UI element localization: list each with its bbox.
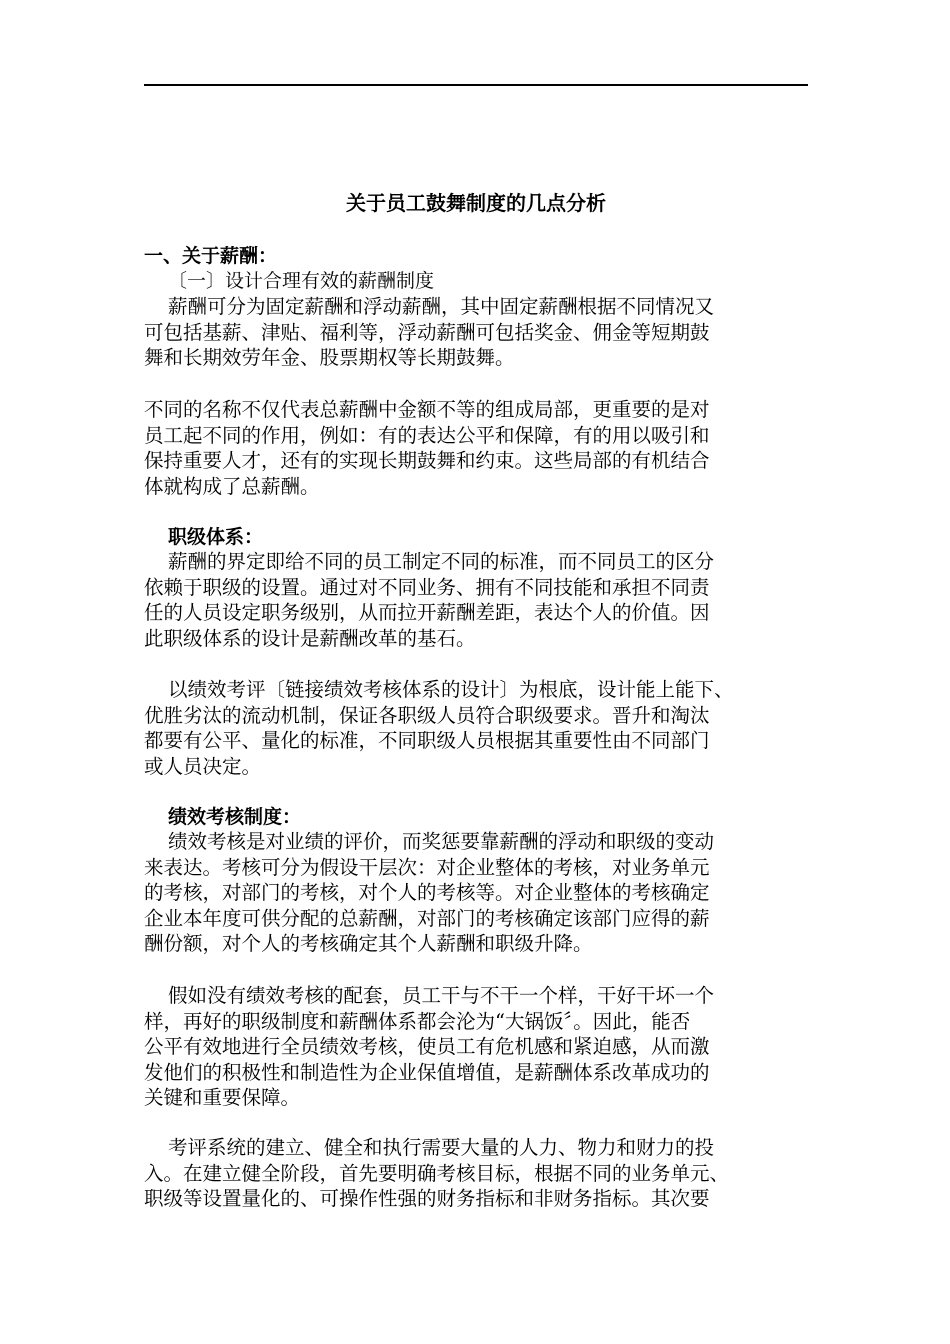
section-heading-performance: 绩效考核制度： (168, 806, 302, 828)
paragraph-line: 都要有公平、量化的标准，不同职级人员根据其重要性由不同部门 (144, 729, 710, 752)
paragraph-line: 或人员决定。 (144, 754, 262, 778)
paragraph-line: 假如没有绩效考核的配套，员工干与不干一个样，干好干坏一个 (168, 984, 715, 1007)
paragraph-line: 薪酬可分为固定薪酬和浮动薪酬，其中固定薪酬根据不同情况又 (168, 295, 715, 318)
section-heading-salary: 一、关于薪酬： (144, 245, 278, 267)
paragraph-line: 入。在建立健全阶段，首先要明确考核目标，根据不同的业务单元、 (144, 1161, 730, 1185)
paragraph-line: 薪酬的界定即给不同的员工制定不同的标准，而不同员工的区分 (168, 550, 715, 573)
paragraph-line: 员工起不同的作用，例如：有的表达公平和保障，有的用以吸引和 (144, 423, 710, 447)
paragraph-line: 依赖于职级的设置。通过对不同业务、拥有不同技能和承担不同责 (144, 575, 710, 599)
paragraph-line: 考评系统的建立、健全和执行需要大量的人力、物力和财力的投 (168, 1136, 715, 1159)
paragraph-rank-system (144, 549, 808, 651)
paragraph-line: 此职级体系的设计是薪酬改革的基石。 (144, 626, 476, 650)
paragraph-line: 发他们的积极性和制造性为企业保值增值，是薪酬体系改革成功的 (144, 1060, 710, 1084)
paragraph-salary-components (144, 397, 808, 499)
paragraph-line: 公平有效地进行全员绩效考核，使员工有危机感和紧迫感，从而激 (144, 1035, 710, 1058)
paragraph-line: 舞和长期效劳年金、股票期权等长期鼓舞。 (144, 346, 515, 369)
paragraph-line: 保持重要人才，还有的实现长期鼓舞和约束。这些局部的有机结合 (144, 449, 710, 472)
paragraph-line: 企业本年度可供分配的总薪酬，对部门的考核确定该部门应得的薪 (144, 906, 710, 930)
paragraph-evaluation-system (144, 1135, 808, 1212)
paragraph-line: 任的人员设定职务级别，从而拉开薪酬差距，表达个人的价值。因 (144, 601, 710, 624)
paragraph-line: 以绩效考评〔链接绩效考核体系的设计〕为根底，设计能上能下、 (168, 678, 734, 701)
paragraph-performance-importance (144, 983, 808, 1111)
paragraph-line: 优胜劣汰的流动机制，保证各职级人员符合职级要求。晋升和淘汰 (144, 703, 710, 727)
paragraph-line: 的考核，对部门的考核，对个人的考核等。对企业整体的考核确定 (144, 881, 710, 904)
header-rule (144, 84, 808, 86)
section-heading-rank-system: 职级体系： (168, 526, 264, 548)
paragraph-line: 绩效考核是对业绩的评价，而奖惩要靠薪酬的浮动和职级的变动 (168, 830, 715, 853)
document-title: 关于员工鼓舞制度的几点分析 (346, 191, 606, 215)
paragraph-line: 体就构成了总薪酬。 (144, 474, 320, 498)
paragraph-line: 样，再好的职级制度和薪酬体系都会沦为“大锅饭〞。因此，能否 (144, 1009, 691, 1033)
paragraph-line: 来表达。考核可分为假设干层次：对企业整体的考核，对业务单元 (144, 855, 710, 879)
paragraph-line: 不同的名称不仅代表总薪酬中金额不等的组成局部，更重要的是对 (144, 398, 710, 421)
paragraph-rank-mobility (144, 677, 808, 779)
paragraph-salary-types (144, 294, 808, 371)
paragraph-line: 关键和重要保障。 (144, 1086, 301, 1109)
paragraph-line: 酬份额，对个人的考核确定其个人薪酬和职级升降。 (144, 932, 593, 955)
paragraph-line: 可包括基薪、津贴、福利等，浮动薪酬可包括奖金、佣金等短期鼓 (144, 320, 710, 344)
subsection-heading-salary-system: 〔一〕设计合理有效的薪酬制度 (168, 270, 435, 292)
paragraph-performance-evaluation (144, 829, 808, 957)
paragraph-line: 职级等设置量化的、可操作性强的财务指标和非财务指标。其次要 (144, 1187, 710, 1210)
